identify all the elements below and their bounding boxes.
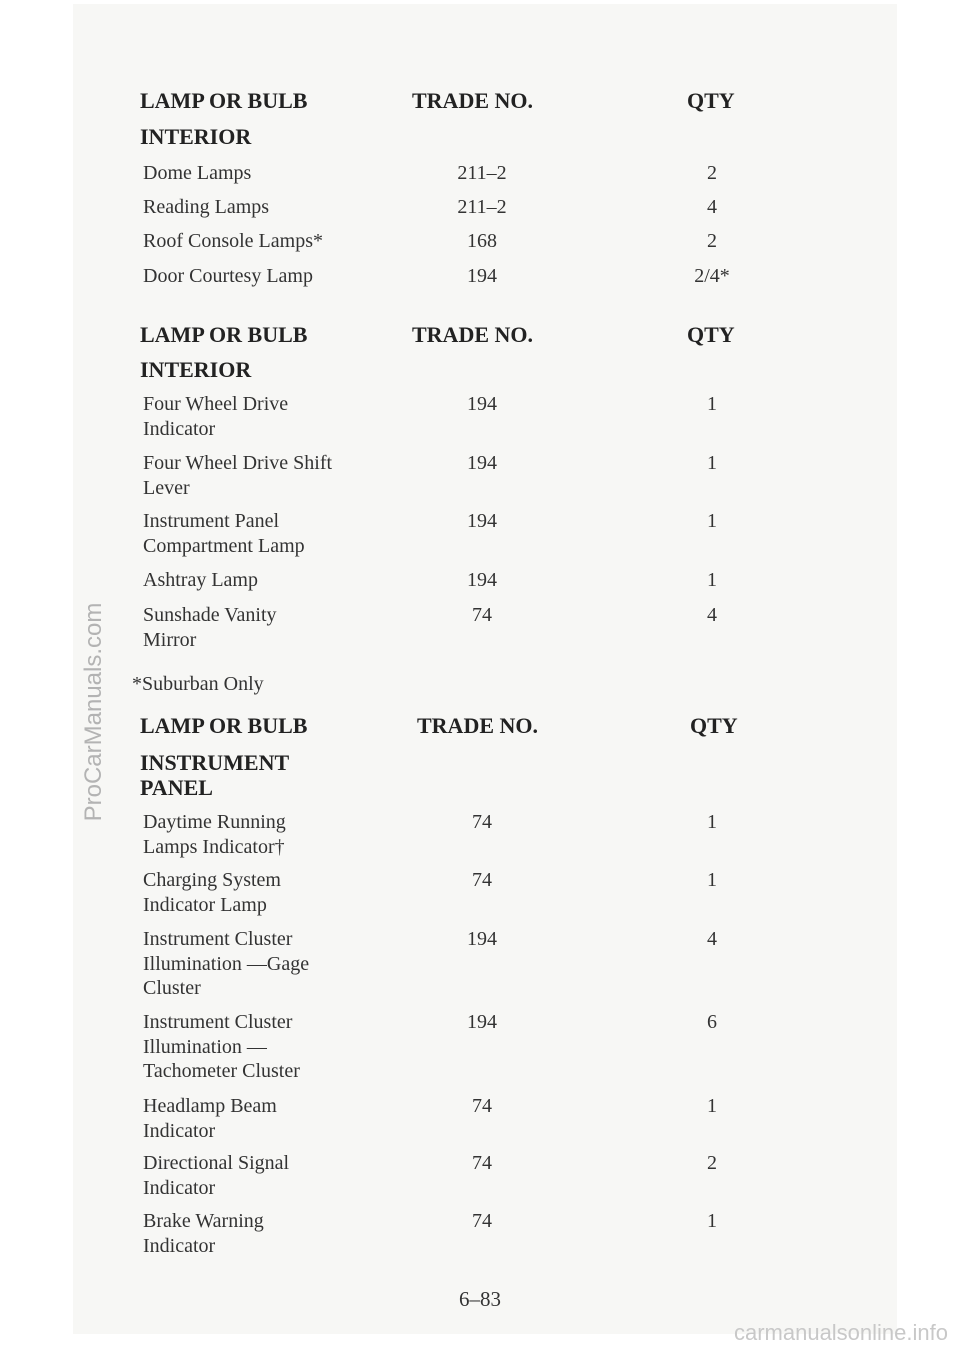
trade-number: 211–2 bbox=[457, 162, 507, 184]
trade-number: 74 bbox=[472, 1095, 492, 1117]
column-header-lamp: LAMP OR BULB bbox=[140, 322, 308, 347]
quantity: 2/4* bbox=[694, 265, 730, 287]
quantity: 1 bbox=[707, 1095, 717, 1117]
lamp-name: Door Courtesy Lamp bbox=[143, 265, 313, 287]
trade-number: 211–2 bbox=[457, 196, 507, 218]
lamp-name: Reading Lamps bbox=[143, 196, 270, 218]
trade-number: 194 bbox=[467, 393, 497, 415]
lamp-name: Instrument Cluster Illumination —Gage Cluster bbox=[143, 928, 310, 999]
lamp-name: Brake Warning Indicator bbox=[143, 1210, 264, 1257]
lamp-name: Four Wheel Drive Indicator bbox=[143, 393, 289, 440]
footer-watermark: carmanualsonline.info bbox=[733, 1320, 948, 1345]
column-header-trade: TRADE NO. bbox=[412, 322, 534, 347]
trade-number: 194 bbox=[467, 1011, 497, 1033]
quantity: 4 bbox=[707, 196, 717, 218]
lamp-name: Ashtray Lamp bbox=[143, 569, 258, 591]
lamp-name: Daytime Running Lamps Indicator† bbox=[143, 811, 286, 858]
column-header-qty: QTY bbox=[687, 322, 735, 347]
lamp-name: Instrument Cluster Illumination —Tachometer Cluster bbox=[143, 1011, 300, 1082]
trade-number: 194 bbox=[467, 569, 497, 591]
quantity: 1 bbox=[707, 393, 717, 415]
quantity: 1 bbox=[707, 811, 717, 833]
quantity: 4 bbox=[707, 928, 717, 950]
trade-number: 74 bbox=[472, 869, 492, 891]
lamp-name: Four Wheel Drive Shift Lever bbox=[143, 452, 333, 499]
lamp-name: Dome Lamps bbox=[143, 162, 252, 184]
lamp-name: Directional Signal Indicator bbox=[143, 1152, 290, 1199]
trade-number: 74 bbox=[472, 811, 492, 833]
quantity: 2 bbox=[707, 162, 717, 184]
trade-number: 194 bbox=[467, 452, 497, 474]
column-header-trade: TRADE NO. bbox=[417, 713, 539, 738]
lamp-name: Roof Console Lamps* bbox=[143, 230, 323, 252]
column-header-lamp: LAMP OR BULB bbox=[140, 713, 308, 738]
trade-number: 74 bbox=[472, 1152, 492, 1174]
lamp-name: Charging System Indicator Lamp bbox=[143, 869, 281, 916]
trade-number: 74 bbox=[472, 1210, 492, 1232]
trade-number: 194 bbox=[467, 928, 497, 950]
trade-number: 74 bbox=[472, 604, 492, 626]
quantity: 1 bbox=[707, 1210, 717, 1232]
footnote: *Suburban Only bbox=[132, 673, 264, 695]
column-header-trade: TRADE NO. bbox=[412, 88, 534, 113]
quantity: 2 bbox=[707, 1152, 717, 1174]
section-title: INTERIOR bbox=[140, 357, 252, 382]
lamp-name: Sunshade Vanity Mirror bbox=[143, 604, 277, 651]
lamp-name: Headlamp Beam Indicator bbox=[143, 1095, 277, 1142]
column-header-qty: QTY bbox=[690, 713, 738, 738]
column-header-lamp: LAMP OR BULB bbox=[140, 88, 308, 113]
section-title: INSTRUMENT PANEL bbox=[140, 750, 289, 800]
quantity: 1 bbox=[707, 869, 717, 891]
page-number: 6–83 bbox=[459, 1287, 501, 1311]
quantity: 6 bbox=[707, 1011, 717, 1033]
lamp-name: Instrument Panel Compartment Lamp bbox=[143, 510, 305, 557]
quantity: 1 bbox=[707, 510, 717, 532]
column-header-qty: QTY bbox=[687, 88, 735, 113]
side-watermark: ProCarManuals.com bbox=[80, 602, 107, 822]
quantity: 1 bbox=[707, 569, 717, 591]
quantity: 4 bbox=[707, 604, 717, 626]
section-title: INTERIOR bbox=[140, 124, 252, 149]
quantity: 2 bbox=[707, 230, 717, 252]
trade-number: 194 bbox=[467, 265, 497, 287]
trade-number: 168 bbox=[467, 230, 497, 252]
trade-number: 194 bbox=[467, 510, 497, 532]
quantity: 1 bbox=[707, 452, 717, 474]
